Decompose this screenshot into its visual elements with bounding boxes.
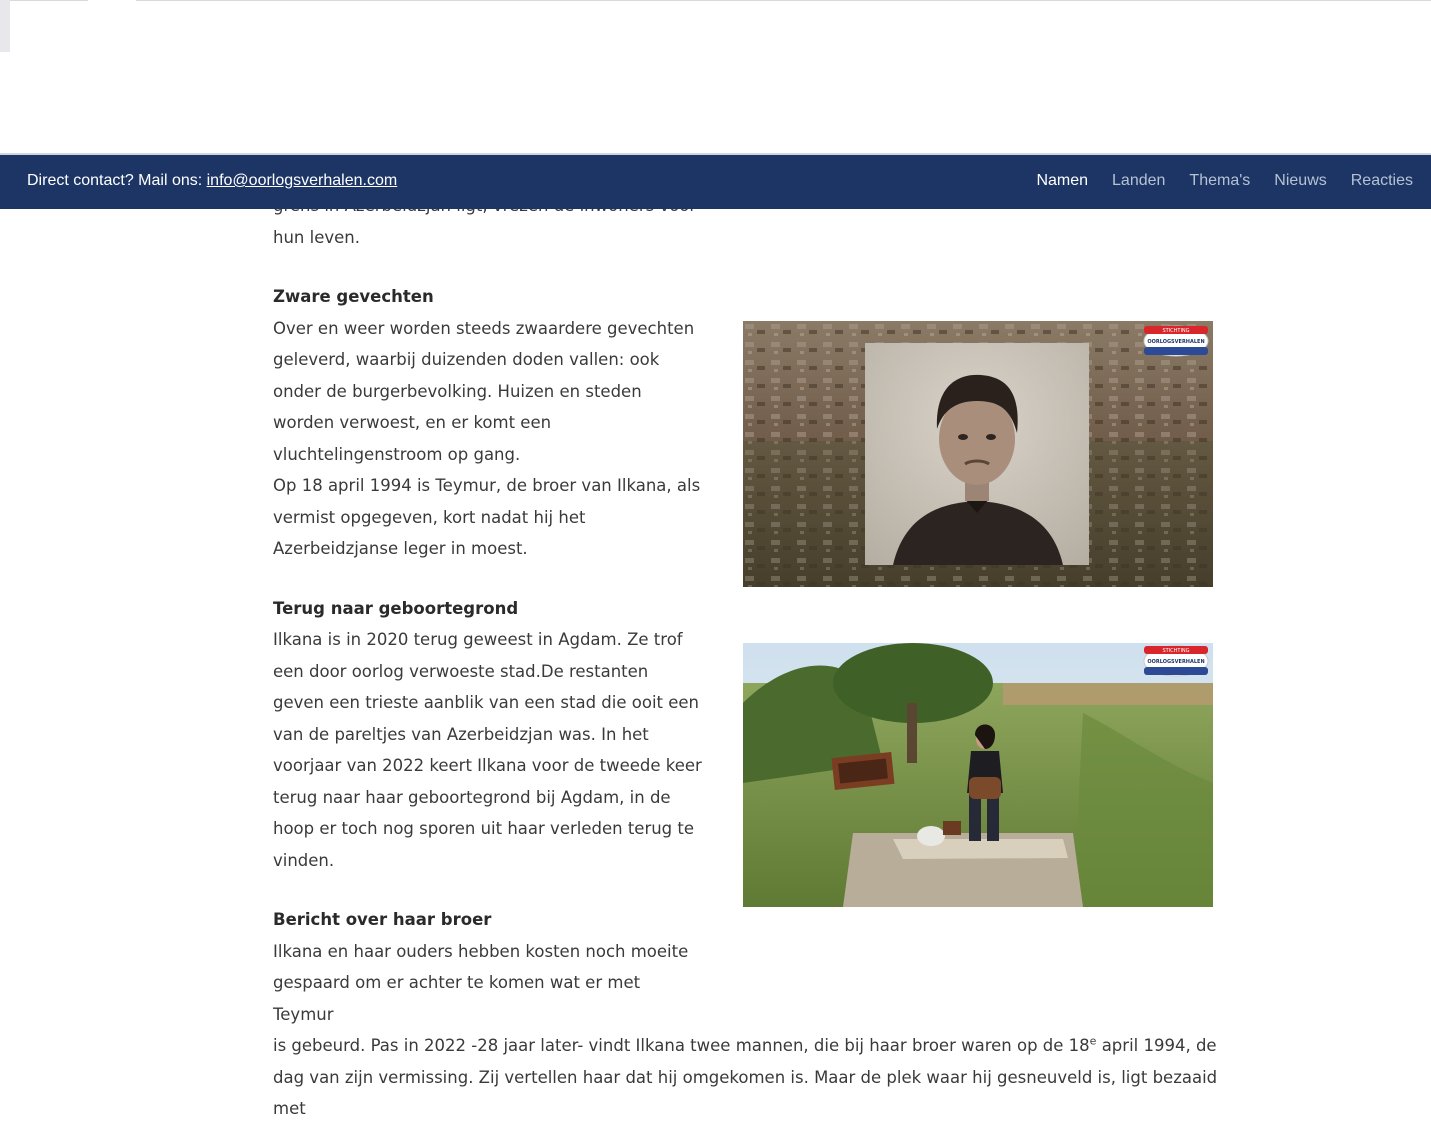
intro-end: hun leven.: [273, 227, 360, 247]
main-menu: [1036, 172, 1413, 190]
contact-email-link[interactable]: info@oorlogsverhalen.com: [206, 172, 398, 189]
ordinal-suffix: e: [1089, 1034, 1097, 1048]
browser-top-border: [0, 0, 1431, 1]
logo-main-text: OORLOGSVERHALEN: [1147, 659, 1205, 665]
photo-ilkana-ruins: [743, 643, 1213, 907]
page-edge-mark: [88, 0, 136, 2]
contact-line: [27, 172, 397, 190]
section-terug-naar-geboortegrond: [273, 593, 703, 877]
logo-top-text: STICHTING: [1162, 328, 1190, 334]
photo-ruins-image: [743, 643, 1213, 907]
section-paragraph-wide: [273, 1030, 1233, 1125]
section-zware-gevechten: [273, 281, 703, 565]
section-heading: Bericht over haar broer: [273, 910, 492, 929]
nav-link-themas[interactable]: Thema's: [1189, 172, 1251, 189]
nav-link-landen[interactable]: Landen: [1112, 172, 1166, 189]
logo-main-text: OORLOGSVERHALEN: [1147, 339, 1205, 345]
nav-link-nieuws[interactable]: Nieuws: [1274, 172, 1327, 189]
section-paragraph: Op 18 april 1994 is Teymur, de broer van Ilkana, als vermist opgegeven, kort nadat hij het Azerbeidzjanse leger in moest.: [273, 476, 701, 558]
photo-portrait-image: [743, 321, 1213, 587]
nav-link-reacties[interactable]: Reacties: [1350, 172, 1413, 189]
oorlogsverhalen-logo-icon: [1144, 646, 1208, 676]
section-paragraph-narrow: Ilkana en haar ouders hebben kosten noch moeite gespaard om er achter te komen wat er met Teymur: [273, 941, 689, 1024]
nav-link-namen[interactable]: Namen: [1036, 172, 1089, 189]
section-paragraph: Ilkana is in 2020 terug geweest in Agdam. Ze trof een door oorlog verwoeste stad.De restanten geven een trieste aanblik van een stad die ooit een van de pareltjes van Azerbeidzjan was. In het voorjaar van 2022 keert Ilkana voor de tweede keer terug naar haar geboortegrond bij Agdam, in de hoop er toch nog sporen uit haar verleden terug te vinden.: [273, 630, 702, 870]
oorlogsverhalen-logo-icon: [1144, 326, 1208, 356]
paragraph-part: april 1994, de dag van zijn vermissing. Zij vertellen haar dat hij omgekomen is. Maar de plek waar hij gesneuveld is, ligt bezaaid met: [273, 1036, 1218, 1118]
section-heading: Zware gevechten: [273, 287, 434, 306]
photo-teymur-portrait: [743, 321, 1213, 587]
logo-top-text: STICHTING: [1162, 648, 1190, 654]
section-paragraph: Over en weer worden steeds zwaardere gevechten geleverd, waarbij duizenden doden vallen: ook onder de burgerbevolking. Huizen en steden worden verwoest, en er komt een vluchtelingenstroom op gang.: [273, 318, 695, 464]
spacer: [273, 253, 1233, 281]
top-navbar: [0, 155, 1431, 209]
section-bericht-over-haar-broer: [273, 904, 1233, 1125]
paragraph-part: is gebeurd. Pas in 2022 -28 jaar later- vindt Ilkana twee mannen, die bij haar broer waren op de 18: [273, 1036, 1090, 1055]
section-heading: Terug naar geboortegrond: [273, 598, 519, 618]
page-edge-tab: [0, 0, 10, 52]
contact-prefix: Direct contact? Mail ons:: [27, 172, 207, 189]
